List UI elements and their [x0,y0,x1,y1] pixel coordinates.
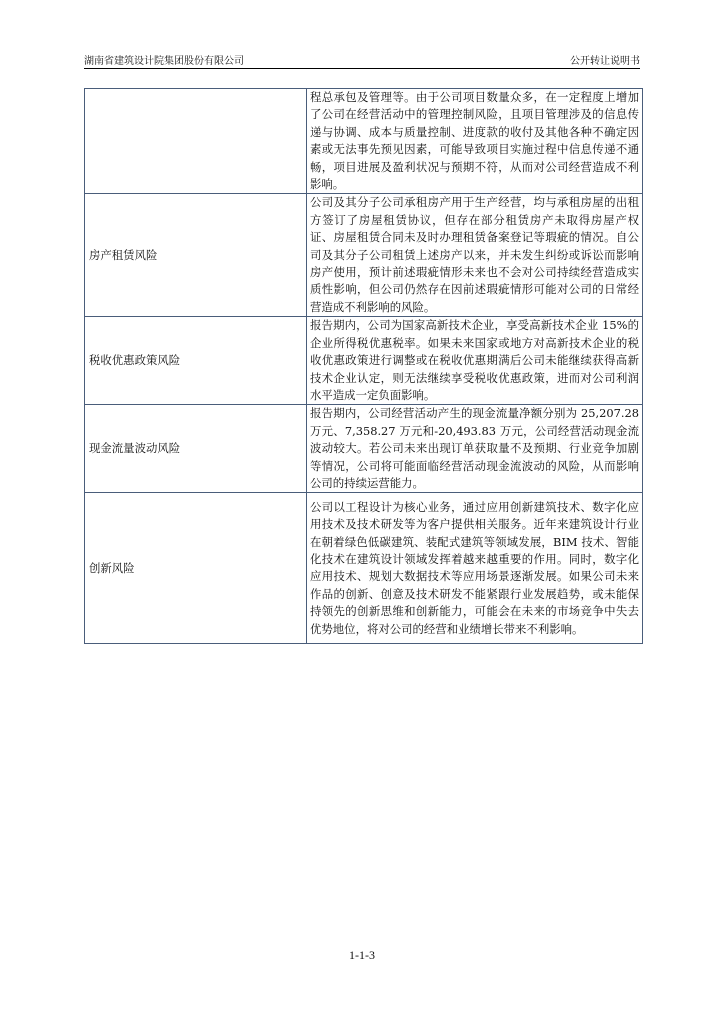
risk-description-cell: 公司以工程设计为核心业务，通过应用创新建筑技术、数字化应用技术及技术研发等为客户提供相关服务。近年来建筑设计行业在朝着绿色低碳建筑、装配式建筑等领域发展，BIM 技术、智能化技术在建筑设计领域发挥着越来越重要的作用。同时，数字化应用技术、规划大数据技术等应用场景逐渐发展。如果公司未来作品的创新、创意及技术研发不能紧跟行业发展趋势，或未能保持领先的创新思维和创新能力，可能会在未来的市场竞争中失去优势地位，将对公司的经营和业绩增长带来不利影响。 [307,493,643,644]
table-row [85,89,643,194]
table-row [85,405,643,493]
page-header [84,50,640,69]
document-type: 公开转让说明书 [570,56,640,67]
table-row [85,493,643,644]
risk-factor-table [84,88,643,644]
risk-description-cell: 公司及其分子公司承租房产用于生产经营，均与承租房屋的出租方签订了房屋租赁协议，但存在部分租赁房产未取得房屋产权证、房屋租赁合同未及时办理租赁备案登记等瑕疵的情况。自公司及其分子公司租赁上述房产以来，并未发生纠纷或诉讼而影响房产使用，预计前述瑕疵情形未来也不会对公司持续经营造成实质性影响，但公司仍然存在因前述瑕疵情形可能对公司的日常经营造成不利影响的风险。 [307,194,643,317]
page-number: 1-1-3 [349,948,375,962]
risk-name-cell: 创新风险 [85,493,307,644]
table-row [85,194,643,317]
company-name: 湖南省建筑设计院集团股份有限公司 [84,56,244,67]
risk-name-cell: 现金流量波动风险 [85,405,307,493]
risk-description-cell: 报告期内，公司为国家高新技术企业，享受高新技术企业 15%的企业所得税优惠税率。如果未来国家或地方对高新技术企业的税收优惠政策进行调整或在税收优惠期满后公司未能继续获得高新技术企业认定，则无法继续享受税收优惠政策，进而对公司利润水平造成一定负面影响。 [307,317,643,405]
risk-description-cell: 报告期内，公司经营活动产生的现金流量净额分别为 25,207.28 万元、7,358.27 万元和-20,493.83 万元，公司经营活动现金流波动较大。若公司未来出现订单获取量不及预期、行业竞争加剧等情况，公司将可能面临经营活动现金流波动的风险，从而影响公司的持续运营能力。 [307,405,643,493]
risk-name-cell: 房产租赁风险 [85,194,307,317]
risk-description-cell: 程总承包及管理等。由于公司项目数量众多，在一定程度上增加了公司在经营活动中的管理控制风险，且项目管理涉及的信息传递与协调、成本与质量控制、进度款的收付及其他各种不确定因素或无法事先预见因素，可能导致项目实施过程中信息传递不通畅，项目进展及盈利状况与预期不符，从而对公司经营造成不利影响。 [307,89,643,194]
table-row [85,317,643,405]
risk-name-cell: 税收优惠政策风险 [85,317,307,405]
risk-name-cell [85,89,307,194]
